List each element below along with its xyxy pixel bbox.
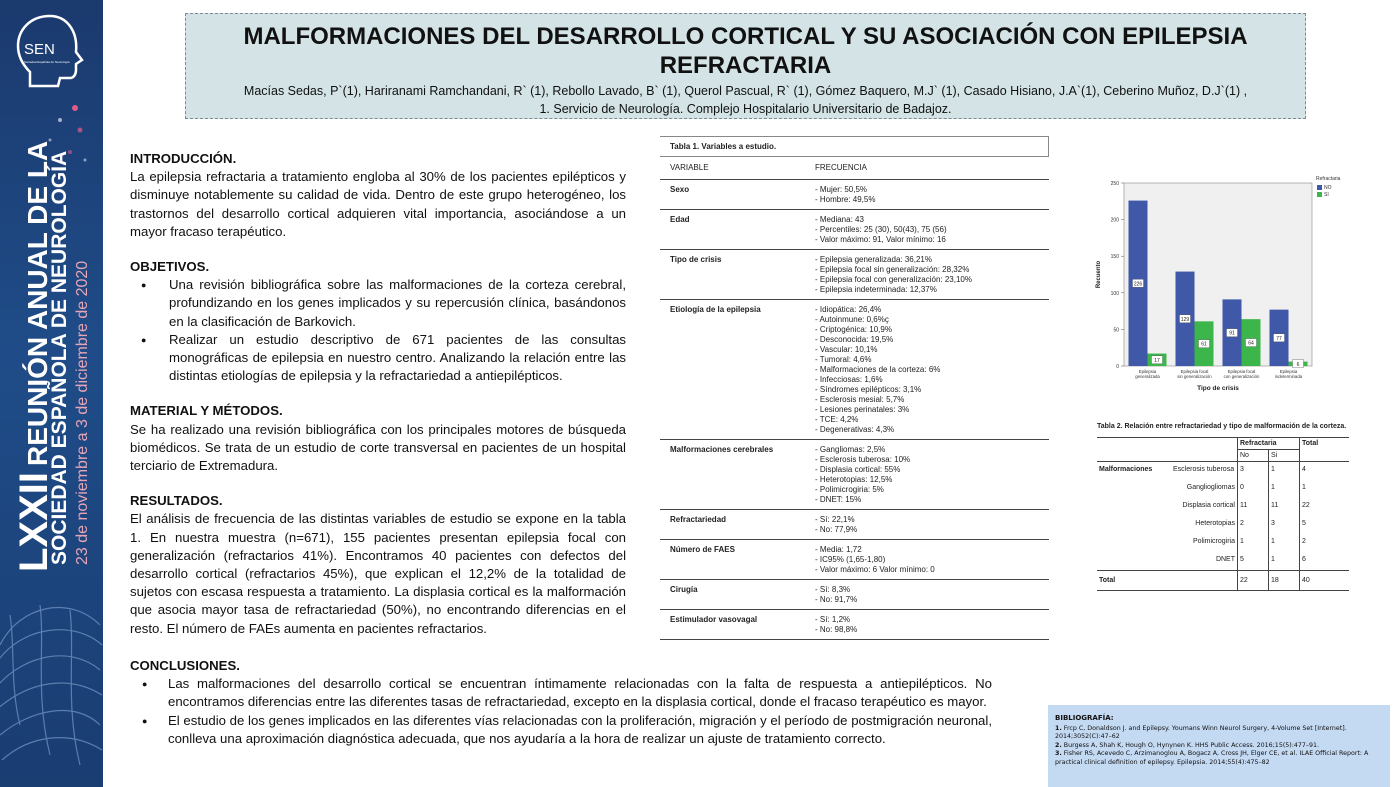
table-2-row [1097,534,1349,552]
variable-cell: Cirugía [670,585,698,594]
data-label: 17 [1154,357,1160,364]
malformation-label: Displasia cortical [1182,502,1235,509]
frequency-line: - Epilepsia indeterminada: 12,37% [815,285,937,294]
y-tick-label: 100 [1110,290,1119,297]
table-1-caption: Tabla 1. Variables a estudio. [660,136,1049,157]
frequency-line: - No: 98,8% [815,625,858,634]
frequency-line: - Epilepsia focal con generalización: 23,10% [815,275,972,284]
frequency-cell [815,255,1049,295]
frequency-line: - IC95% (1,65-1,80) [815,555,886,564]
results-heading: RESULTADOS. [130,493,223,509]
count-total: 4 [1300,462,1350,481]
table-1-row [660,210,1049,250]
objective-item: ● Una revisión bibliográfica sobre las malformaciones de la corteza cerebral, profundizando en los genes implicados y su repercusión clínica, basándonos en la clasificación de Barkovich. [169,276,626,331]
frequency-line: - Criptogénica: 10,9% [815,325,892,334]
legend-title: Refractaria [1316,176,1341,182]
table-2-row [1097,516,1349,534]
count-no: 11 [1238,498,1269,516]
conclusions-heading: CONCLUSIONES. [130,658,240,673]
x-tick-label: sin generalización [1177,374,1212,379]
conclusion-item: ● El estudio de los genes implicados en las diferentes vías relacionadas con la proliferación, migración y el período de postmigración neuronal, conlleva una aproximación diagnóstica adecuada, que nos ayudaría a la hora de realizar un ajuste de tratamiento correcto. [168,712,992,748]
count-no: 5 [1238,552,1269,571]
table-1-row [660,580,1049,610]
left-column [130,150,626,655]
legend-label: SI [1324,192,1329,198]
frequency-line: - Sí: 1,2% [815,615,851,624]
conclusion-item: ● Las malformaciones del desarrollo cortical se encuentran íntimamente relacionadas con la falta de respuesta a antiepilépticos. No encontramos diferencias entre las diferentes tasas de refractariedad, excepto en la displasia cortical, donde el fracaso terapéutico es mayor. [168,675,992,711]
frequency-line: - Idiopática: 26,4% [815,305,882,314]
count-no: 3 [1238,462,1269,481]
total-no: 22 [1238,571,1269,591]
count-si: 1 [1269,462,1300,481]
frequency-line: - Esclerosis mesial: 5,7% [815,395,905,404]
poster-title: MALFORMACIONES DEL DESARROLLO CORTICAL Y SU ASOCIACIÓN CON EPILEPSIA REFRACTARIA [243,23,1248,79]
reference-item: 3. Fisher RS, Acevedo C, Arzimanoglou A, Bogacz A, Cross JH, Elger CE, et al. ILAE Official Report: A practical clinical definition of epilepsy. Epilepsia. 2014;55(4):475–82 [1055,750,1369,766]
malformation-label: Gangliogliomas [1186,484,1235,491]
x-tick-label: con generalización [1223,374,1260,379]
frequency-line: - Displasia cortical: 55% [815,465,901,474]
data-label: 61 [1201,341,1207,348]
table-2-row [1097,552,1349,571]
frequency-cell [815,215,1049,245]
frequency-line: - Malformaciones de la corteza: 6% [815,365,941,374]
count-no: 1 [1238,534,1269,552]
count-si: 1 [1269,552,1300,571]
frequency-line: - Vascular: 10,1% [815,345,878,354]
results-text: El análisis de frecuencia de las distintas variables de estudio se expone en la tabla 1. En nuestra muestra (n=671), 155 pacientes presentan epilepsia focal con generalización (refractarios 41%). Encontramos 40 pacientes con defectos del desarrollo cortical (refractarios 45%), que explican el 12,2% de la totalidad de sujetos con escasa respuesta a tratamiento. La displasia cortical es la malformación que asocia mayor tasa de refractariedad (50%), no encontrando diferencias en el resto. El número de FAEs aumenta en pacientes refractarios. [130,511,626,636]
frequency-line: - No: 91,7% [815,595,858,604]
header-total: Total [1300,438,1350,450]
frequency-line: - No: 77,9% [815,525,858,534]
reference-item: 2. Burgess A, Shah K, Hough O, Hynynen K. HHS Public Access. 2016;15(5):477–91. [1055,741,1320,749]
x-tick-label: Epilepsia [1138,369,1157,374]
frequency-line: - Tumoral: 4,6% [815,355,872,364]
col-variable: VARIABLE [670,163,709,172]
legend-swatch [1317,185,1322,190]
x-tick-label: indeterminada [1274,374,1303,379]
y-tick-label: 200 [1110,217,1119,224]
frequency-line: - Mediana: 43 [815,215,864,224]
table-2-caption: Tabla 2. Relación entre refractariedad y tipo de malformación de la corteza. [1097,423,1347,430]
legend-label: NO [1324,185,1332,191]
objective-item: ● Realizar un estudio descriptivo de 671 pacientes de las consultas monográficas de epilepsia en nuestro centro. Analizando la relación entre las distintas etiologías de epilepsia y la refractariedad a antiepilépticos. [169,331,626,386]
frequency-line: - Mujer: 50,5% [815,185,868,194]
table-1-header [660,157,1049,180]
count-total: 5 [1300,516,1350,534]
variable-cell: Edad [670,215,690,224]
table-1-row [660,300,1049,440]
table-1-row [660,180,1049,210]
group-label: Malformaciones [1099,466,1153,473]
methods-heading: MATERIAL Y MÉTODOS. [130,403,283,419]
malformation-label: Polimicrogiria [1192,538,1235,545]
count-si: 3 [1269,516,1300,534]
header-si: Si [1269,450,1300,462]
meeting-dates: 23 de noviembre a 3 de diciembre de 2020 [74,260,91,565]
y-tick-label: 250 [1110,181,1119,187]
x-tick-label: Epilepsia [1279,369,1298,374]
frequency-line: - Polimicrogiria: 5% [815,485,884,494]
methods-section [130,402,626,475]
data-label: 226 [1133,281,1143,288]
count-no: 2 [1238,516,1269,534]
count-si: 1 [1269,534,1300,552]
table-1 [660,136,1049,640]
objectives-heading: OBJETIVOS. [130,259,210,275]
group-spacer [1097,552,1171,571]
vertical-title [0,0,103,787]
variable-cell: Malformaciones cerebrales [670,445,774,454]
variable-cell: Tipo de crisis [670,255,722,264]
frequency-line: - Autoinmune: 0,6%ç [815,315,889,324]
frequency-line: - Media: 1,72 [815,545,862,554]
poster-header [185,13,1306,119]
logo-text: SEN [24,41,55,58]
frequency-line: - Lesiones perinatales: 3% [815,405,910,414]
malformation-label: DNET [1215,556,1235,563]
objectives-section [130,258,626,385]
intro-text: La epilepsia refractaria a tratamiento engloba al 30% de los pacientes epilépticos y disminuye notablemente su calidad de vida. Dentro de este grupo heterogéneo, los trastornos del desarrollo cortical adquieren vital importancia, asociándose a un mayor fracaso terapéutico. [130,169,626,239]
group-spacer [1097,516,1171,534]
frequency-cell [815,305,1049,435]
data-label: 91 [1229,330,1235,337]
frequency-line: - Degenerativas: 4,3% [815,425,895,434]
frequency-line: - Síndromes epilépticos: 3,1% [815,385,922,394]
y-tick-label: 150 [1110,254,1119,261]
table-1-row [660,610,1049,640]
y-axis-label: Recuento [1096,260,1102,289]
frequency-line: - Valor máximo: 6 Valor mínimo: 0 [815,565,935,574]
frequency-line: - Desconocida: 19,5% [815,335,894,344]
authors: Macías Sedas, P`(1), Hariranami Ramchandani, R` (1), Rebollo Lavado, B` (1), Querol Pascual, R` (1), Gómez Baquero, M.J` (1), Casado Hisiano, J.A`(1), Ceberino Muñoz, D.J`(1) , [243,84,1248,98]
col-frequency: FRECUENCIA [815,163,868,172]
sidebar-banner [0,0,103,787]
intro-heading: INTRODUCCIÓN. [130,151,237,166]
reference-item: 1. Frcp C, Donaldson J. and Epilepsy. Youmans Winn Neurol Surgery, 4-Volume Set [Internet]. 2014;3052(C):47–62 [1055,724,1347,741]
count-no: 0 [1238,480,1269,498]
total-si: 18 [1269,571,1300,591]
frequency-cell [815,585,1049,605]
x-tick-label: Epilepsia focal [1227,369,1256,374]
data-label: 64 [1248,340,1254,347]
total-label: Total [1099,577,1116,584]
frequency-cell [815,545,1049,575]
meeting-line2: SOCIEDAD ESPAÑOLA DE NEUROLOGÍA [48,150,71,565]
table-2-row [1097,480,1349,498]
meeting-line1: REUNIÓN ANUAL DE LA [22,140,53,466]
data-label: 6 [1296,361,1300,368]
variable-cell: Estimulador vasovagal [670,615,758,624]
count-total: 6 [1300,552,1350,571]
variable-cell: Etiología de la epilepsia [670,305,761,314]
group-spacer [1097,480,1171,498]
bibliography-heading: BIBLIOGRAFÍA: [1055,714,1114,722]
meeting-number: LXXII [12,471,56,572]
count-total: 2 [1300,534,1350,552]
malformation-label: Heterotopias [1195,520,1235,527]
table-1-row [660,250,1049,300]
data-label: 77 [1276,335,1282,342]
table-1-row [660,440,1049,510]
table-2 [1097,422,1349,591]
frequency-line: - Valor máximo: 91, Valor mínimo: 16 [815,235,946,244]
header-no: No [1238,450,1269,462]
count-total: 1 [1300,480,1350,498]
frequency-line: - Epilepsia focal sin generalización: 28,32% [815,265,970,274]
group-spacer [1097,534,1171,552]
frequency-line: - TCE: 4,2% [815,415,859,424]
count-si: 11 [1269,498,1300,516]
total-total: 40 [1300,571,1350,591]
frequency-line: - DNET: 15% [815,495,862,504]
x-tick-label: Epilepsia focal [1180,369,1209,374]
group-spacer [1097,498,1171,516]
variable-cell: Número de FAES [670,545,735,554]
y-tick-label: 50 [1113,327,1119,334]
frequency-line: - Sí: 8,3% [815,585,851,594]
table-1-row [660,540,1049,580]
x-axis-label: Tipo de crisis [1197,385,1239,392]
frequency-cell [815,185,1049,205]
frequency-cell [815,615,1049,635]
table-2-row [1097,462,1349,481]
malformation-label: Esclerosis tuberosa [1173,466,1235,473]
results-section [130,492,626,638]
methods-text: Se ha realizado una revisión bibliográfica con los principales motores de búsqueda biomédicos. Se trata de un estudio de corte transversal en pacientes de un hospital terciario de Extremadura. [130,421,626,474]
bar-chart [1090,168,1350,408]
frequency-line: - Infecciosas: 1,6% [815,375,883,384]
table-1-row [660,510,1049,540]
variable-cell: Sexo [670,185,690,194]
institution: 1. Servicio de Neurología. Complejo Hospitalario Universitario de Badajoz. [539,102,952,116]
x-tick-label: generalizada [1135,374,1160,379]
frequency-cell [815,515,1049,535]
frequency-line: - Esclerosis tuberosa: 10% [815,455,911,464]
count-total: 22 [1300,498,1350,516]
bibliography [1048,705,1390,787]
frequency-line: - Sí: 22,1% [815,515,855,524]
frequency-line: - Hombre: 49,5% [815,195,876,204]
legend-swatch [1317,192,1322,197]
frequency-line: - Gangliomas: 2,5% [815,445,886,454]
frequency-line: - Percentiles: 25 (30), 50(43), 75 (56) [815,225,947,234]
logo-small-text: Sociedad Española de Neurología [24,60,70,64]
data-label: 129 [1180,316,1190,323]
table-2-row [1097,498,1349,516]
variable-cell: Refractariedad [670,515,727,524]
frequency-line: - Heterotopias: 12,5% [815,475,893,484]
header-refractaria: Refractaria [1238,438,1300,450]
conclusions-section [130,657,992,748]
frequency-line: - Epilepsia generalizada: 36,21% [815,255,932,264]
introduction-section [130,150,626,241]
count-si: 1 [1269,480,1300,498]
frequency-cell [815,445,1049,505]
y-tick-label: 0 [1116,364,1119,370]
